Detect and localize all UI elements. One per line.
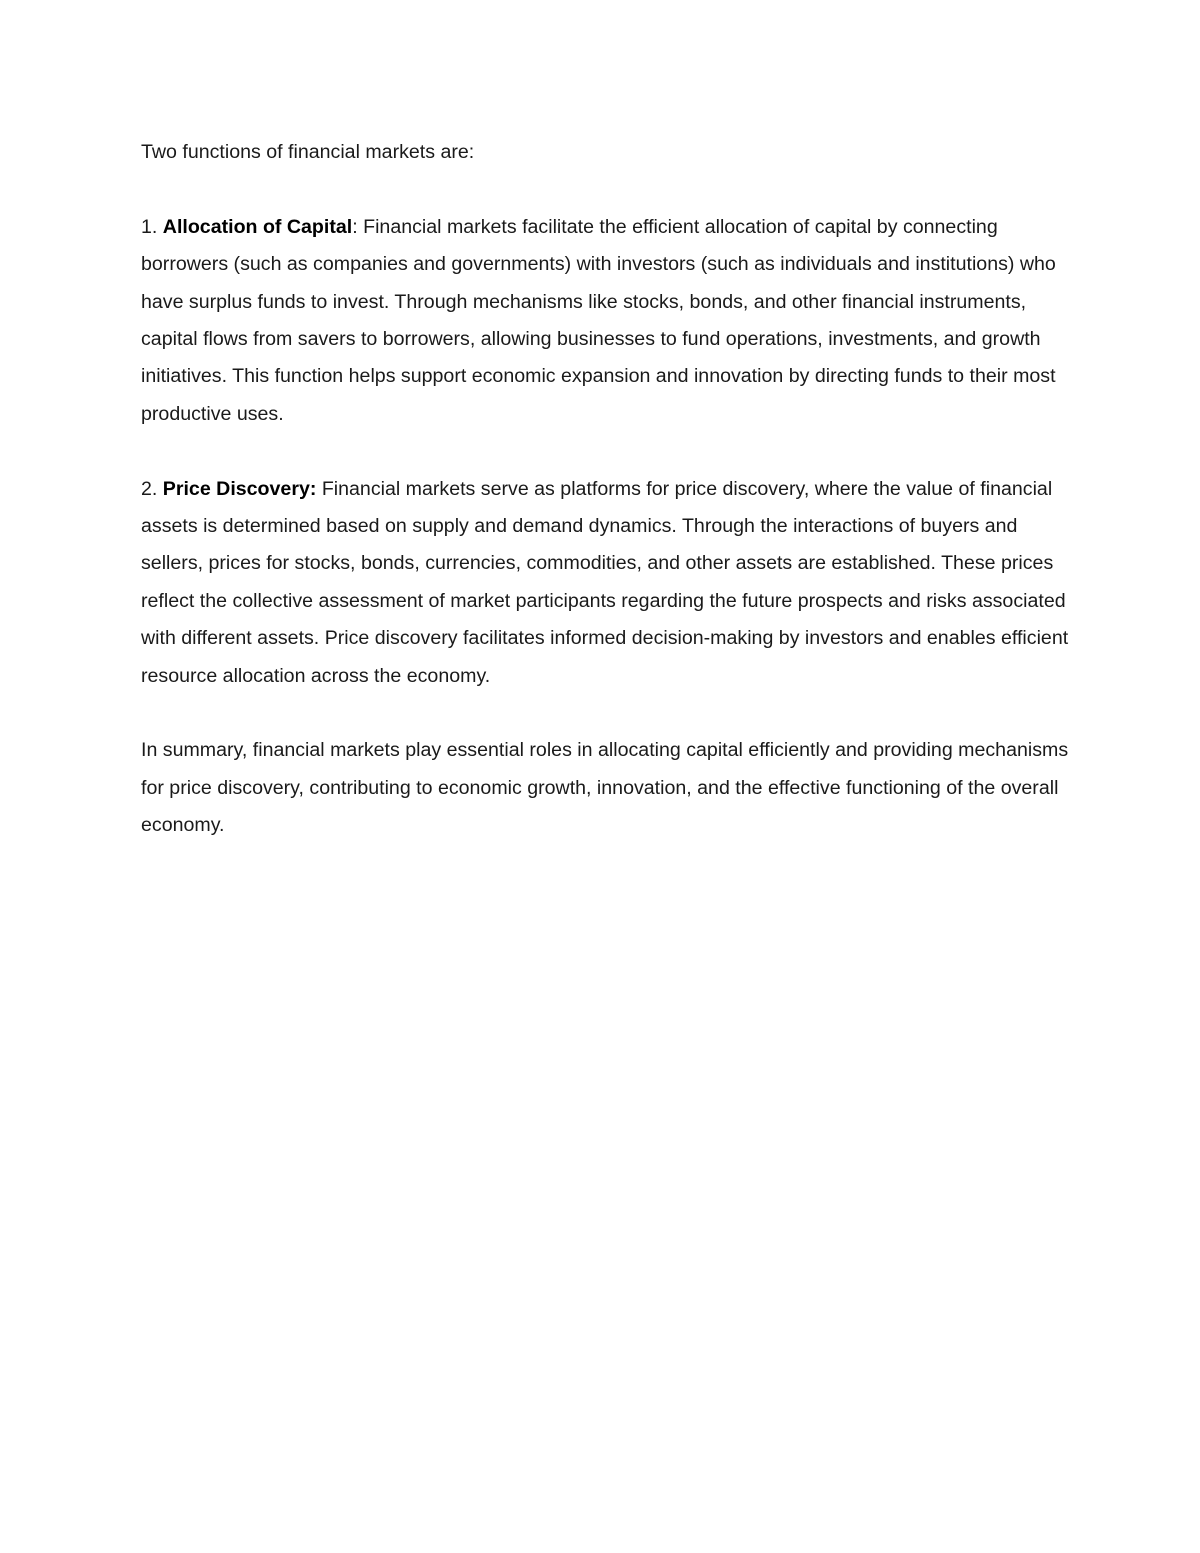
intro-paragraph: Two functions of financial markets are: <box>141 141 475 163</box>
list-item-heading: Price Discovery: <box>162 477 317 500</box>
document-page <box>141 134 1071 882</box>
list-item-body: Financial markets serve as platforms for price discovery, where the value of financial assets is determined based on supply and demand dynamics. Through the interactions of buyers and sellers, prices for stocks, bonds, currencies, commodities, and other assets are established. These prices reflect the collective assessment of market participants regarding the future prospects and risks associated with different assets. Price discovery facilitates informed decision-making by investors and enables efficient resource allocation across the economy. <box>141 477 1069 687</box>
list-item-number: 1. <box>141 215 163 238</box>
list-item-heading: Allocation of Capital <box>162 215 353 238</box>
list-item-price-discovery <box>141 471 1071 695</box>
summary-paragraph: In summary, financial markets play essential roles in allocating capital efficiently and providing mechanisms for price discovery, contributing to economic growth, innovation, and the effective functioning of the overall economy. <box>141 739 1069 837</box>
list-item-body: : Financial markets facilitate the efficient allocation of capital by connecting borrowers (such as companies and governments) with investors (such as individuals and institutions) who have surplus funds to invest. Through mechanisms like stocks, bonds, and other financial instruments, capital flows from savers to borrowers, allowing businesses to fund operations, investments, and growth initiatives. This function helps support economic expansion and innovation by directing funds to their most productive uses. <box>141 215 1056 425</box>
list-item-allocation-of-capital <box>141 209 1071 433</box>
list-item-number: 2. <box>141 477 163 500</box>
